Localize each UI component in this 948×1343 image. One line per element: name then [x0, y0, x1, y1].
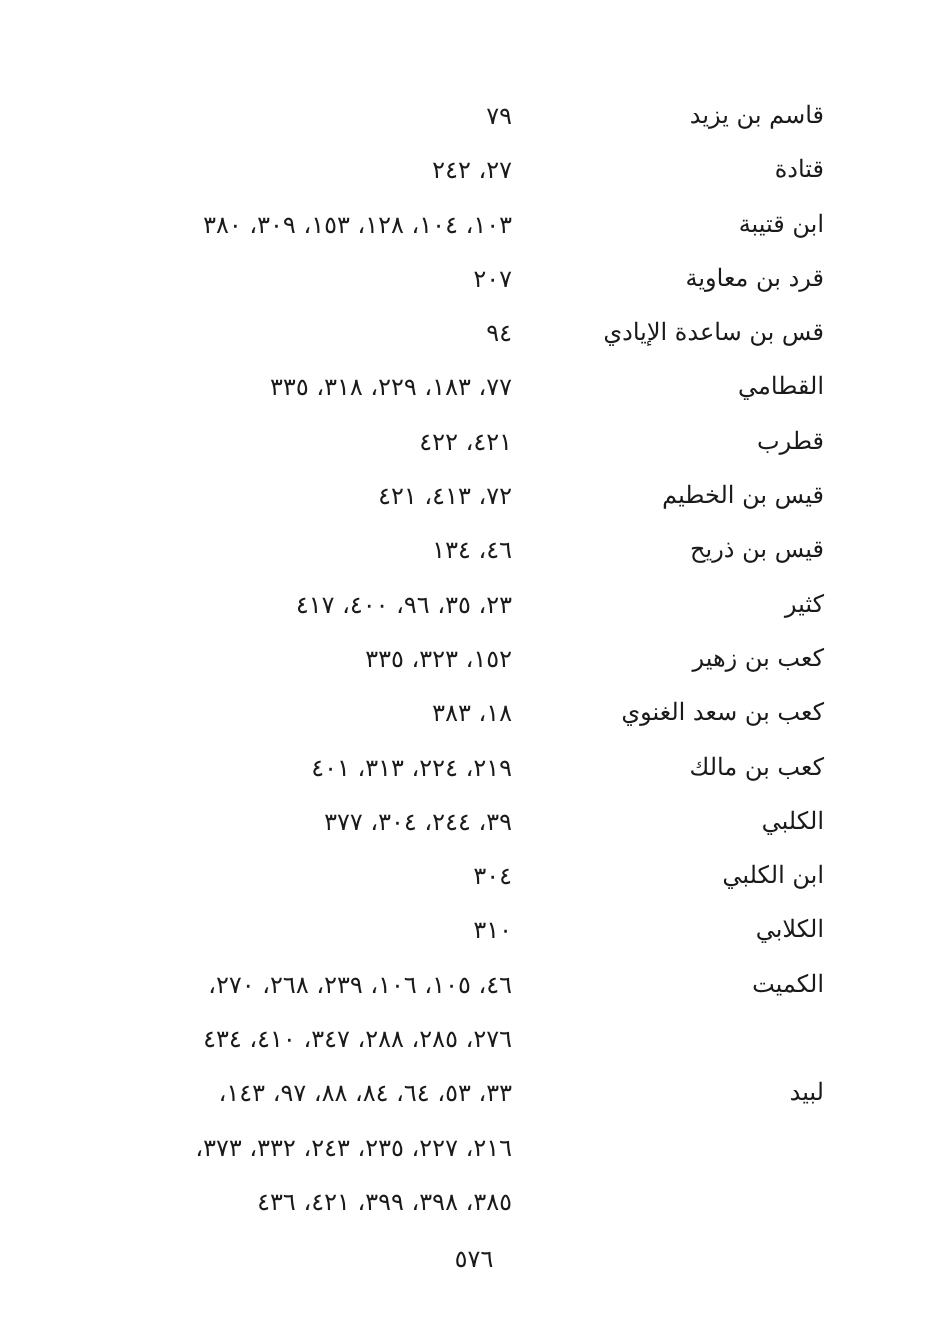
entry-name: الكميت: [752, 969, 824, 998]
index-entry: [0, 251, 948, 305]
entry-pages: ١٨، ٣٨٣: [432, 699, 512, 728]
entry-name: قيس بن الخطيم: [662, 481, 824, 510]
index-entry-continuation: [0, 1174, 948, 1228]
index-entry: [0, 359, 948, 413]
entry-pages: ٣١٠: [473, 916, 512, 945]
index-entry: [0, 142, 948, 196]
index-entry: [0, 577, 948, 631]
entry-name: قاسم بن يزيد: [689, 101, 824, 129]
entry-name: الكلابي: [755, 915, 824, 944]
entry-pages: ٢٣، ٣٥، ٩٦، ٤٠٠، ٤١٧: [295, 590, 512, 619]
entry-name: قيس بن ذريح: [690, 535, 824, 564]
index-entry-continuation: [0, 1120, 948, 1174]
entry-name: قطرب: [757, 426, 824, 455]
index-entry: [0, 522, 948, 576]
entry-pages: ٣٣، ٥٣، ٦٤، ٨٤، ٨٨، ٩٧، ١٤٣،: [218, 1079, 512, 1108]
entry-name: كعب بن سعد الغنوي: [621, 698, 824, 727]
entry-pages: ٩٤: [486, 319, 512, 348]
page-number: ٥٧٦: [454, 1245, 494, 1273]
entry-pages: ٢٧، ٢٤٢: [432, 156, 512, 185]
entry-pages: ٢١٦، ٢٢٧، ٢٣٥، ٢٤٣، ٣٣٢، ٣٧٣،: [195, 1133, 512, 1162]
entry-name: ابن الكلبي: [722, 861, 824, 890]
entry-name: كعب بن زهير: [692, 643, 824, 672]
index-entries: [0, 88, 948, 1228]
index-entry: [0, 902, 948, 956]
entry-name: القطامي: [738, 372, 824, 401]
entry-pages: ١٠٣، ١٠٤، ١٢٨، ١٥٣، ٣٠٩، ٣٨٠: [203, 210, 512, 239]
index-entry: [0, 848, 948, 902]
entry-pages: ٧٩: [486, 102, 512, 130]
index-entry: [0, 794, 948, 848]
entry-pages: ٢١٩، ٢٢٤، ٣١٣، ٤٠١: [311, 753, 512, 782]
entry-name: كعب بن مالك: [689, 752, 824, 781]
index-entry-continuation: [0, 1011, 948, 1065]
entry-name: الكلبي: [761, 806, 824, 835]
entry-name: لبيد: [789, 1078, 824, 1107]
index-entry: [0, 740, 948, 794]
index-entry: [0, 88, 948, 142]
entry-pages: ٣٠٤: [473, 862, 512, 891]
entry-name: قرد بن معاوية: [685, 263, 824, 292]
entry-pages: ٣٩، ٢٤٤، ٣٠٤، ٣٧٧: [324, 807, 512, 836]
entry-pages: ١٥٢، ٣٢٣، ٣٣٥: [365, 644, 512, 673]
entry-pages: ٢٠٧: [473, 264, 512, 293]
index-entry: [0, 305, 948, 359]
index-entry: [0, 1065, 948, 1119]
entry-pages: ٢٧٦، ٢٨٥، ٢٨٨، ٣٤٧، ٤١٠، ٤٣٤: [203, 1025, 512, 1054]
index-entry: [0, 197, 948, 251]
entry-name: كثير: [784, 589, 824, 618]
entry-pages: ٤٦، ١٣٤: [432, 536, 512, 565]
index-entry: [0, 957, 948, 1011]
entry-pages: ٤٢١، ٤٢٢: [419, 427, 512, 456]
entry-pages: ٧٢، ٤١٣، ٤٢١: [378, 482, 512, 511]
entry-pages: ٣٨٥، ٣٩٨، ٣٩٩، ٤٢١، ٤٣٦: [257, 1187, 512, 1216]
entry-pages: ٤٦، ١٠٥، ١٠٦، ٢٣٩، ٢٦٨، ٢٧٠،: [208, 970, 512, 999]
index-entry: [0, 631, 948, 685]
entry-name: ابن قتيبة: [738, 209, 824, 238]
index-entry: [0, 685, 948, 739]
index-entry: [0, 414, 948, 468]
entry-name: قتادة: [774, 155, 824, 184]
index-entry: [0, 468, 948, 522]
entry-pages: ٧٧، ١٨٣، ٢٢٩، ٣١٨، ٣٣٥: [270, 373, 512, 402]
entry-name: قس بن ساعدة الإيادي: [603, 318, 824, 347]
